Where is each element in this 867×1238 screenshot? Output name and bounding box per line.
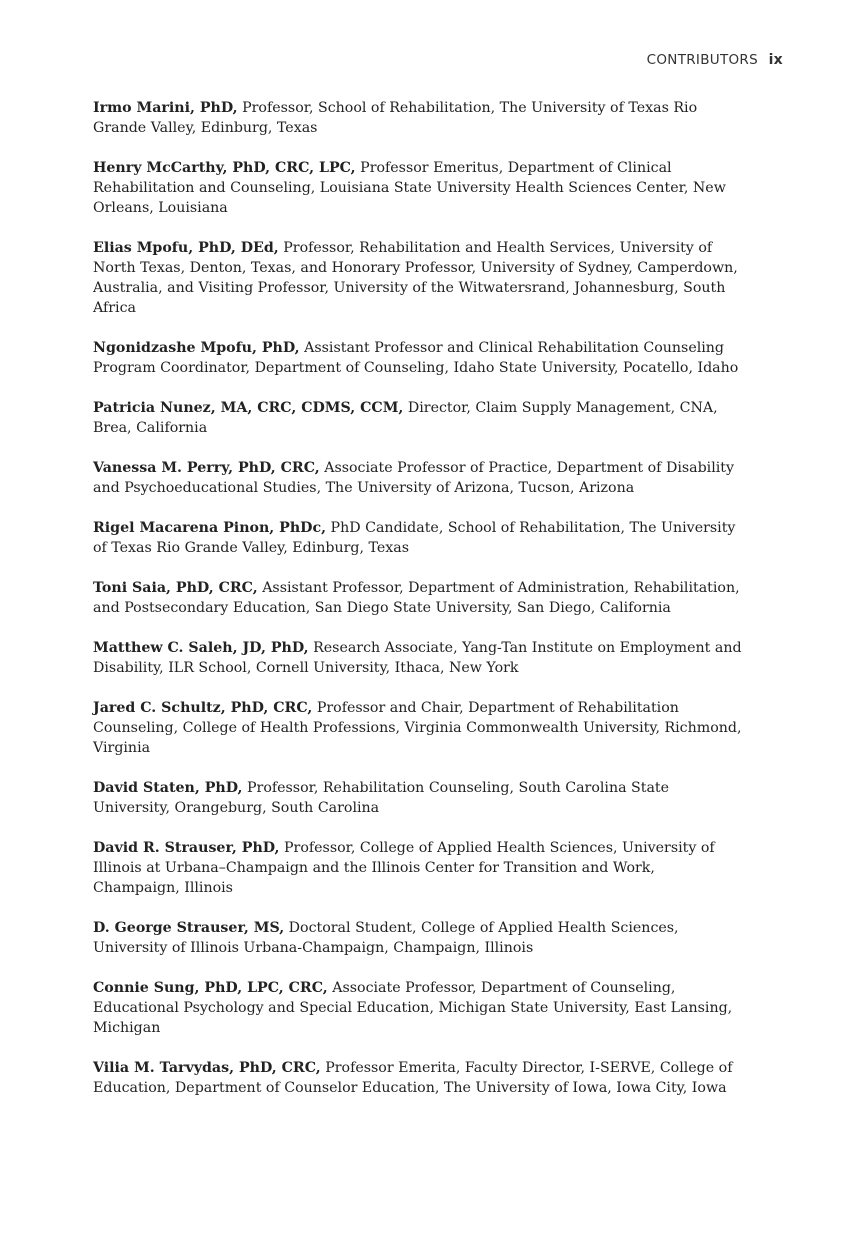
contributor-entry <box>93 578 743 618</box>
contributor-entry <box>93 638 743 678</box>
contributor-name: David Staten, PhD, <box>93 780 243 796</box>
contributor-name: Vilia M. Tarvydas, PhD, CRC, <box>93 1060 321 1076</box>
contributor-affiliation: Professor Emerita, Faculty Director, I-SERVE, College of Education, Department of Counselor Education, The University of Iowa, Iowa City, Iowa <box>93 1060 733 1096</box>
contributor-affiliation: Assistant Professor and Clinical Rehabilitation Counseling Program Coordinator, Department of Counseling, Idaho State University, Pocatello, Idaho <box>93 340 739 376</box>
contributor-entry <box>93 98 743 138</box>
contributor-name: Vanessa M. Perry, PhD, CRC, <box>93 460 320 476</box>
section-title: CONTRIBUTORS <box>646 52 758 68</box>
contributor-entry <box>93 338 743 378</box>
contributor-entry <box>93 518 743 558</box>
contributor-name: Ngonidzashe Mpofu, PhD, <box>93 340 300 356</box>
contributor-entry <box>93 978 743 1038</box>
page-number: ix <box>768 52 783 68</box>
contributor-name: Irmo Marini, PhD, <box>93 100 238 116</box>
contributor-entry <box>93 838 743 898</box>
contributor-affiliation: Associate Professor of Practice, Department of Disability and Psychoeducational Studies, The University of Arizona, Tucson, Arizona <box>93 460 735 496</box>
contributor-name: Elias Mpofu, PhD, DEd, <box>93 240 279 256</box>
contributor-list <box>93 98 743 1118</box>
contributor-name: Rigel Macarena Pinon, PhDc, <box>93 520 327 536</box>
contributor-name: Henry McCarthy, PhD, CRC, LPC, <box>93 160 356 176</box>
contributor-affiliation: Professor and Chair, Department of Rehabilitation Counseling, College of Health Professions, Virginia Commonwealth University, Richmond, Virginia <box>93 700 742 756</box>
contributor-name: Patricia Nunez, MA, CRC, CDMS, CCM, <box>93 400 404 416</box>
contributor-affiliation: Professor Emeritus, Department of Clinical Rehabilitation and Counseling, Louisiana State University Health Sciences Center, New Orleans, Louisiana <box>93 160 726 216</box>
contributor-affiliation: Professor, Rehabilitation Counseling, South Carolina State University, Orangeburg, South Carolina <box>93 780 670 816</box>
contributor-entry <box>93 458 743 498</box>
contributor-affiliation: Professor, Rehabilitation and Health Services, University of North Texas, Denton, Texas, and Honorary Professor, University of Sydney, Camperdown, Australia, and Visiting Professor, University of the Witwatersrand, Johannesburg, South Africa <box>93 240 738 316</box>
contributor-entry <box>93 238 743 318</box>
contributor-entry <box>93 698 743 758</box>
contributor-entry <box>93 1058 743 1098</box>
contributor-affiliation: Director, Claim Supply Management, CNA, Brea, California <box>93 400 718 436</box>
contributor-name: Matthew C. Saleh, JD, PhD, <box>93 640 309 656</box>
contributor-entry <box>93 398 743 438</box>
contributor-name: D. George Strauser, MS, <box>93 920 285 936</box>
contributor-affiliation: Associate Professor, Department of Counseling, Educational Psychology and Special Education, Michigan State University, East Lansing, Michigan <box>93 980 733 1036</box>
running-head <box>647 52 783 68</box>
contributor-affiliation: Professor, School of Rehabilitation, The University of Texas Rio Grande Valley, Edinburg, Texas <box>93 100 698 136</box>
contributor-affiliation: Research Associate, Yang-Tan Institute on Employment and Disability, ILR School, Cornell University, Ithaca, New York <box>93 640 742 676</box>
contributor-name: Toni Saia, PhD, CRC, <box>93 580 258 596</box>
contributor-entry <box>93 158 743 218</box>
contributor-affiliation: Professor, College of Applied Health Sciences, University of Illinois at Urbana–Champaign and the Illinois Center for Transition and Work, Champaign, Illinois <box>93 840 715 896</box>
contributor-affiliation: Assistant Professor, Department of Administration, Rehabilitation, and Postsecondary Education, San Diego State University, San Diego, California <box>93 580 740 616</box>
contributor-name: David R. Strauser, PhD, <box>93 840 280 856</box>
contributor-entry <box>93 918 743 958</box>
contributor-affiliation: PhD Candidate, School of Rehabilitation, The University of Texas Rio Grande Valley, Edinburg, Texas <box>93 520 736 556</box>
contributor-affiliation: Doctoral Student, College of Applied Health Sciences, University of Illinois Urbana-Champaign, Champaign, Illinois <box>93 920 679 956</box>
contributor-entry <box>93 778 743 818</box>
contributor-name: Jared C. Schultz, PhD, CRC, <box>93 700 313 716</box>
contributor-name: Connie Sung, PhD, LPC, CRC, <box>93 980 328 996</box>
